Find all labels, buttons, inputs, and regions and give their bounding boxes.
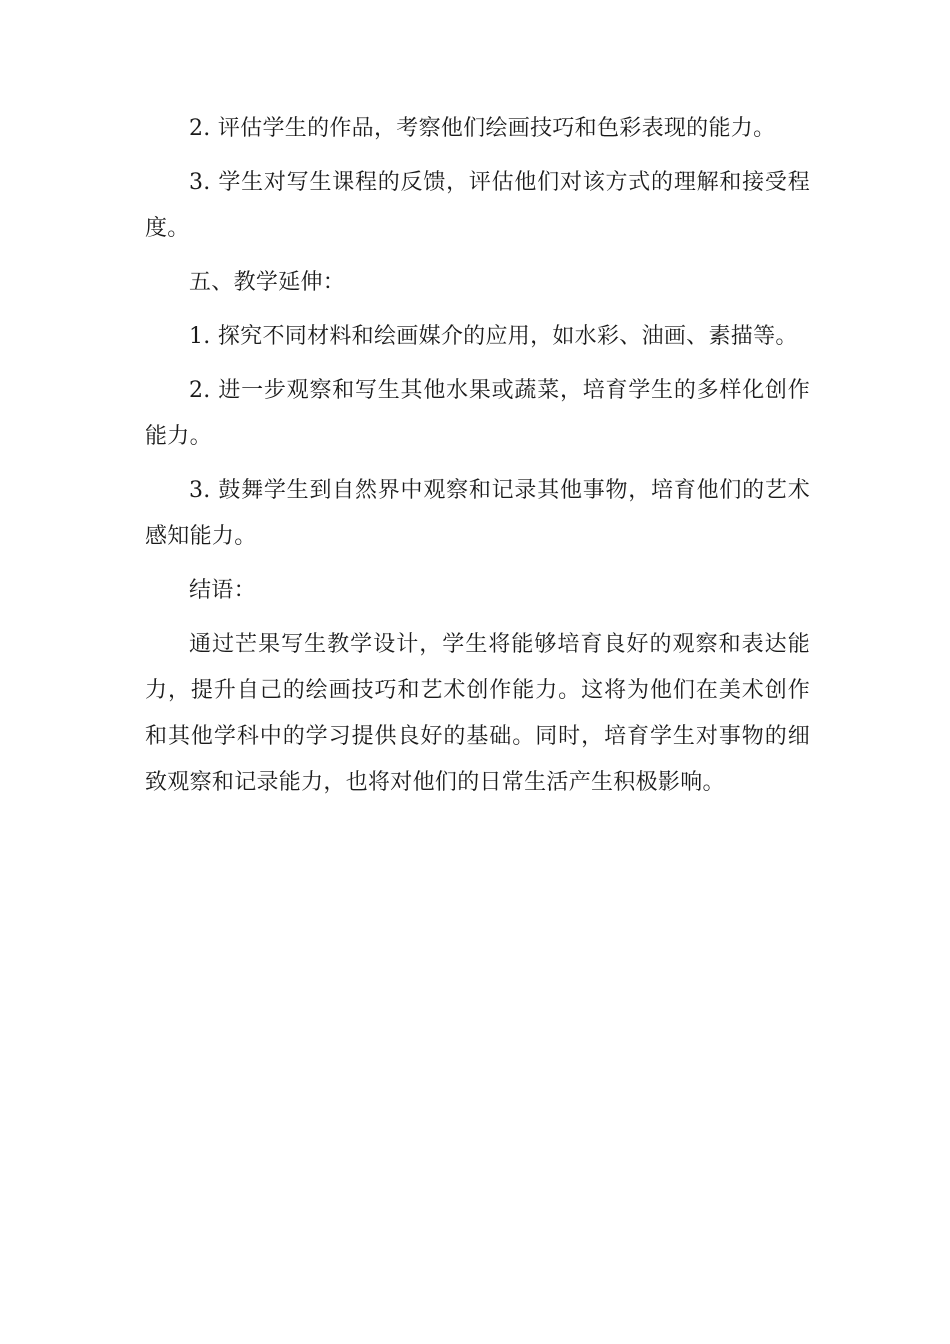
- extension-item-1: 1. 探究不同材料和绘画媒介的应用，如水彩、油画、素描等。: [189, 324, 798, 349]
- conclusion-paragraph: 通过芒果写生教学设计，学生将能够培育良好的观察和表达能力，提升自己的绘画技巧和艺术创作能力。这将为他们在美术创作和其他学科中的学习提供良好的基础。同时，培育学生对事物的细致观察和记录能力，也将对他们的日常生活产生积极影响。: [145, 632, 810, 795]
- extension-item-2: 2. 进一步观察和写生其他水果或蔬菜，培育学生的多样化创作能力。: [145, 378, 810, 449]
- evaluation-item-3: 3. 学生对写生课程的反馈，评估他们对该方式的理解和接受程度。: [145, 170, 810, 241]
- conclusion-heading: 结语：: [189, 578, 256, 603]
- extension-item-3: 3. 鼓舞学生到自然界中观察和记录其他事物，培育他们的艺术感知能力。: [145, 478, 810, 549]
- document-body: [145, 106, 810, 814]
- section-heading-extension: 五、教学延伸：: [189, 270, 346, 295]
- evaluation-item-2: 2. 评估学生的作品，考察他们绘画技巧和色彩表现的能力。: [189, 116, 776, 141]
